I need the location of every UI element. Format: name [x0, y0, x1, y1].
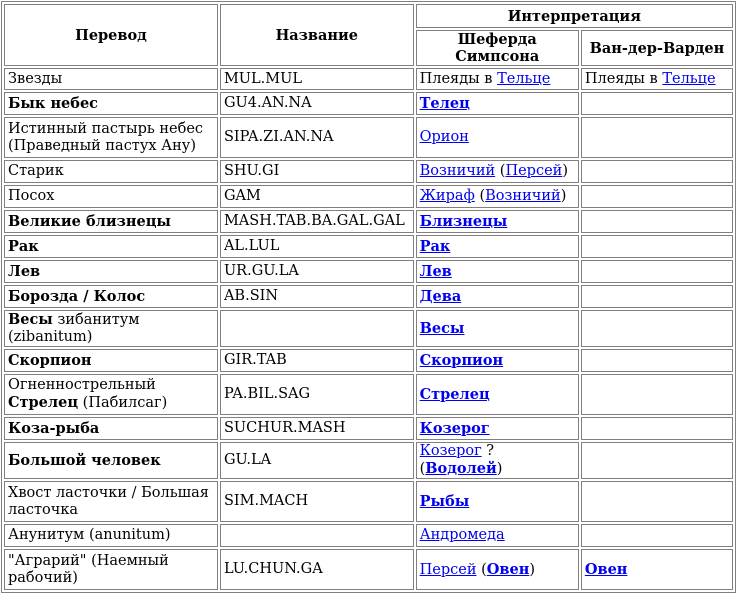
table-row [4, 442, 733, 479]
cell-simpson [416, 417, 579, 440]
cell-simpson [416, 210, 579, 233]
constellation-link[interactable]: Скорпион [419, 351, 504, 369]
cell-translation [4, 260, 218, 283]
cell-text: "Аграрий" (Наемный рабочий) [8, 552, 169, 586]
constellation-link[interactable]: Рак [419, 237, 451, 255]
cell-text: ( [476, 561, 487, 578]
constellation-link[interactable]: Дева [419, 287, 462, 305]
cell-van-der-waerden [581, 68, 733, 90]
constellation-link[interactable]: Близнецы [419, 212, 508, 230]
cell-simpson [416, 310, 579, 347]
table-row [4, 524, 733, 547]
constellation-link[interactable]: Стрелец [419, 385, 490, 403]
cell-van-der-waerden [581, 524, 733, 547]
table-row [4, 417, 733, 440]
cell-text: ) [562, 163, 568, 179]
cell-translation [4, 92, 218, 115]
constellation-link[interactable]: Лев [419, 262, 452, 280]
constellation-link[interactable]: Весы [419, 319, 465, 337]
cell-name: GIR.TAB [220, 349, 414, 372]
table-row [4, 374, 733, 415]
header-interpretation: Интерпретация [416, 4, 733, 28]
constellation-link[interactable]: Андромеда [419, 527, 505, 543]
cell-van-der-waerden [581, 92, 733, 115]
constellation-link[interactable]: Тельце [662, 70, 716, 87]
table-row [4, 117, 733, 158]
cell-name: GU.LA [220, 442, 414, 479]
cell-simpson [416, 524, 579, 547]
header-van-der-waerden: Ван-дер-Варден [581, 30, 733, 66]
cell-text: Рак [8, 237, 39, 255]
cell-translation [4, 481, 218, 522]
cell-van-der-waerden [581, 549, 733, 590]
cell-text: Стрелец [8, 394, 79, 411]
cell-translation [4, 68, 218, 90]
cell-name: PA.BIL.SAG [220, 374, 414, 415]
cell-name [220, 524, 414, 547]
cell-text: ) [529, 561, 535, 578]
constellation-link[interactable]: Козерог [419, 419, 490, 437]
cell-text: Лев [8, 262, 41, 280]
constellations-table [1, 1, 736, 593]
cell-translation [4, 549, 218, 590]
cell-simpson [416, 117, 579, 158]
cell-van-der-waerden [581, 117, 733, 158]
constellation-link[interactable]: Козерог [419, 443, 482, 459]
cell-name [220, 310, 414, 347]
table-row [4, 260, 733, 283]
cell-text: ( [495, 163, 506, 179]
constellation-link[interactable]: Овен [584, 560, 628, 578]
cell-text: Скорпион [8, 351, 92, 369]
cell-simpson [416, 349, 579, 372]
constellation-link[interactable]: Орион [419, 129, 469, 145]
constellation-link[interactable]: Рыбы [419, 492, 470, 510]
cell-name: AB.SIN [220, 285, 414, 308]
cell-van-der-waerden [581, 160, 733, 183]
cell-text: зибанитум (zibanitum) [8, 312, 140, 345]
constellation-link[interactable]: Водолей [425, 460, 497, 477]
table-row [4, 310, 733, 347]
cell-text: Коза-рыба [8, 419, 100, 437]
cell-translation [4, 374, 218, 415]
cell-simpson [416, 442, 579, 479]
cell-text: Большой человек [8, 451, 161, 469]
table-row [4, 235, 733, 258]
constellation-link[interactable]: Персей [505, 163, 563, 179]
cell-text: ) [496, 461, 503, 477]
table-row [4, 92, 733, 115]
cell-name: MASH.TAB.BA.GAL.GAL [220, 210, 414, 233]
cell-van-der-waerden [581, 310, 733, 347]
cell-translation [4, 349, 218, 372]
cell-name: LU.CHUN.GA [220, 549, 414, 590]
cell-simpson [416, 160, 579, 183]
constellation-link[interactable]: Жираф [419, 188, 475, 204]
cell-simpson [416, 92, 579, 115]
cell-van-der-waerden [581, 210, 733, 233]
table-row [4, 481, 733, 522]
cell-text: Истинный пастырь небес (Праведный пастух Ану) [8, 120, 204, 154]
table-row [4, 549, 733, 590]
cell-simpson [416, 374, 579, 415]
cell-translation [4, 442, 218, 479]
cell-text: Борозда / Колос [8, 287, 146, 305]
cell-text: Огненнострельный [8, 377, 156, 393]
cell-text: Посох [8, 188, 55, 204]
cell-name: GU4.AN.NA [220, 92, 414, 115]
cell-van-der-waerden [581, 481, 733, 522]
cell-van-der-waerden [581, 285, 733, 308]
cell-simpson [416, 260, 579, 283]
cell-text: Великие близнецы [8, 212, 171, 230]
cell-translation [4, 117, 218, 158]
cell-name: SIPA.ZI.AN.NA [220, 117, 414, 158]
cell-text: ( [474, 188, 486, 204]
cell-text: ? ( [419, 443, 495, 477]
table-row [4, 185, 733, 208]
cell-text: (Пабилсаг) [78, 395, 168, 411]
cell-van-der-waerden [581, 374, 733, 415]
cell-simpson [416, 235, 579, 258]
cell-text: Хвост ласточки / Большая ласточка [8, 484, 209, 518]
cell-translation [4, 417, 218, 440]
cell-translation [4, 235, 218, 258]
cell-text: Звезды [8, 70, 63, 87]
cell-translation [4, 285, 218, 308]
constellation-link[interactable]: Телец [419, 94, 470, 112]
cell-van-der-waerden [581, 349, 733, 372]
table-row [4, 68, 733, 90]
cell-translation [4, 210, 218, 233]
cell-name: SUCHUR.MASH [220, 417, 414, 440]
cell-translation [4, 310, 218, 347]
cell-van-der-waerden [581, 417, 733, 440]
table-row [4, 349, 733, 372]
cell-name: GAM [220, 185, 414, 208]
table-row [4, 160, 733, 183]
cell-text: Старик [8, 163, 64, 179]
cell-text: Плеяды в [584, 70, 663, 87]
constellation-link[interactable]: Возничий [485, 188, 561, 204]
cell-text: Весы [8, 311, 53, 328]
constellation-link[interactable]: Тельце [497, 70, 551, 87]
cell-translation [4, 524, 218, 547]
cell-van-der-waerden [581, 185, 733, 208]
cell-simpson [416, 185, 579, 208]
cell-name: AL.LUL [220, 235, 414, 258]
header-translation: Перевод [4, 4, 218, 66]
header-simpson: Шеферда Симпсона [416, 30, 579, 66]
cell-name: MUL.MUL [220, 68, 414, 90]
cell-text: Бык небес [8, 94, 99, 112]
cell-simpson [416, 481, 579, 522]
cell-name: SIM.MACH [220, 481, 414, 522]
cell-simpson [416, 285, 579, 308]
cell-text: Плеяды в [419, 70, 498, 87]
constellation-link[interactable]: Овен [486, 560, 530, 578]
cell-name: SHU.GI [220, 160, 414, 183]
header-name: Название [220, 4, 414, 66]
table-row [4, 285, 733, 308]
cell-text: Анунитум (anunitum) [8, 527, 171, 543]
cell-van-der-waerden [581, 235, 733, 258]
constellation-link[interactable]: Персей [419, 561, 477, 578]
constellation-link[interactable]: Возничий [419, 163, 496, 179]
table-row [4, 210, 733, 233]
cell-simpson [416, 549, 579, 590]
cell-name: UR.GU.LA [220, 260, 414, 283]
cell-van-der-waerden [581, 260, 733, 283]
cell-translation [4, 160, 218, 183]
cell-simpson [416, 68, 579, 90]
cell-text: ) [560, 188, 567, 204]
cell-translation [4, 185, 218, 208]
cell-van-der-waerden [581, 442, 733, 479]
